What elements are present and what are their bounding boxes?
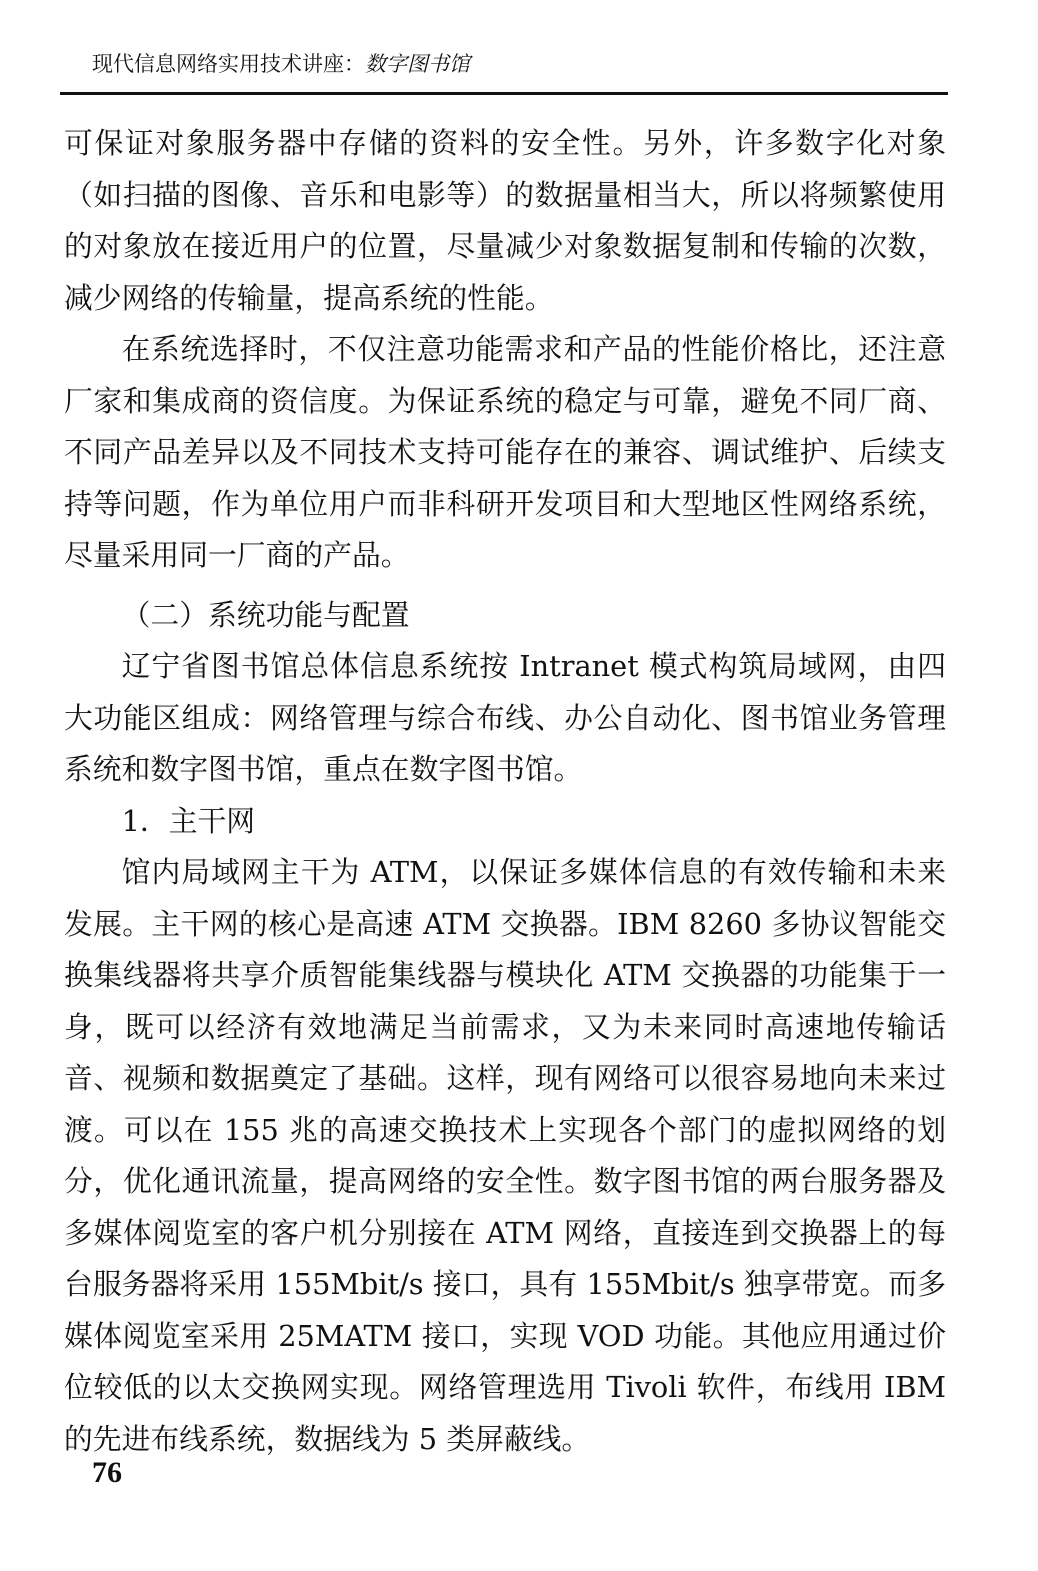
- paragraph-continued: 可保证对象服务器中存储的资料的安全性。另外，许多数字化对象（如扫描的图像、音乐和电影等）的数据量相当大，所以将频繁使用的对象放在接近用户的位置，尽量减少对象数据复制和传输的次数，减少网络的传输量，提高系统的性能。: [64, 126, 946, 315]
- section-heading: （二）系统功能与配置: [121, 597, 410, 632]
- page-number: 76: [92, 1456, 122, 1489]
- paragraph-system-overview: 辽宁省图书馆总体信息系统按 Intranet 模式构筑局域网，由四大功能区组成：网络管理与综合布线、办公自动化、图书馆业务管理系统和数字图书馆，重点在数字图书馆。: [64, 649, 946, 786]
- paragraph-system-selection: 在系统选择时，不仅注意功能需求和产品的性能价格比，还注意厂家和集成商的资信度。为保证系统的稳定与可靠，避免不同厂商、不同产品差异以及不同技术支持可能存在的兼容、调试维护、后续支持等问题，作为单位用户而非科研开发项目和大型地区性网络系统，尽量采用同一厂商的产品。: [64, 332, 946, 572]
- paragraph-backbone: 馆内局域网主干为 ATM，以保证多媒体信息的有效传输和未来发展。主干网的核心是高速 ATM 交换器。IBM 8260 多协议智能交换集线器将共享介质智能集线器与模块化 ATM 交换器的功能集于一身，既可以经济有效地满足当前需求，又为未来同时高速地传输话音、视频和数据奠定了基础。这样，现有网络可以很容易地向未来过渡。可以在 155 兆的高速交换技术上实现各个部门的虚拟网络的划分，优化通讯流量，提高网络的安全性。数字图书馆的两台服务器及多媒体阅览室的客户机分别接在 ATM 网络，直接连到交换器上的每台服务器将采用 155Mbit/s 接口，具有 155Mbit/s 独享带宽。而多媒体阅览室采用 25MATM 接口，实现 VOD 功能。其他应用通过价位较低的以太交换网实现。网络管理选用 Tivoli 软件，布线用 IBM 的先进布线系统，数据线为 5 类屏蔽线。: [64, 855, 946, 1456]
- body-text: [64, 118, 946, 1465]
- series-title: 现代信息网络实用技术讲座：: [92, 52, 365, 76]
- book-title: 数字图书馆: [365, 52, 470, 76]
- subsection-heading: 1．主干网: [121, 803, 256, 838]
- running-header: [92, 48, 470, 78]
- header-rule: [60, 92, 948, 95]
